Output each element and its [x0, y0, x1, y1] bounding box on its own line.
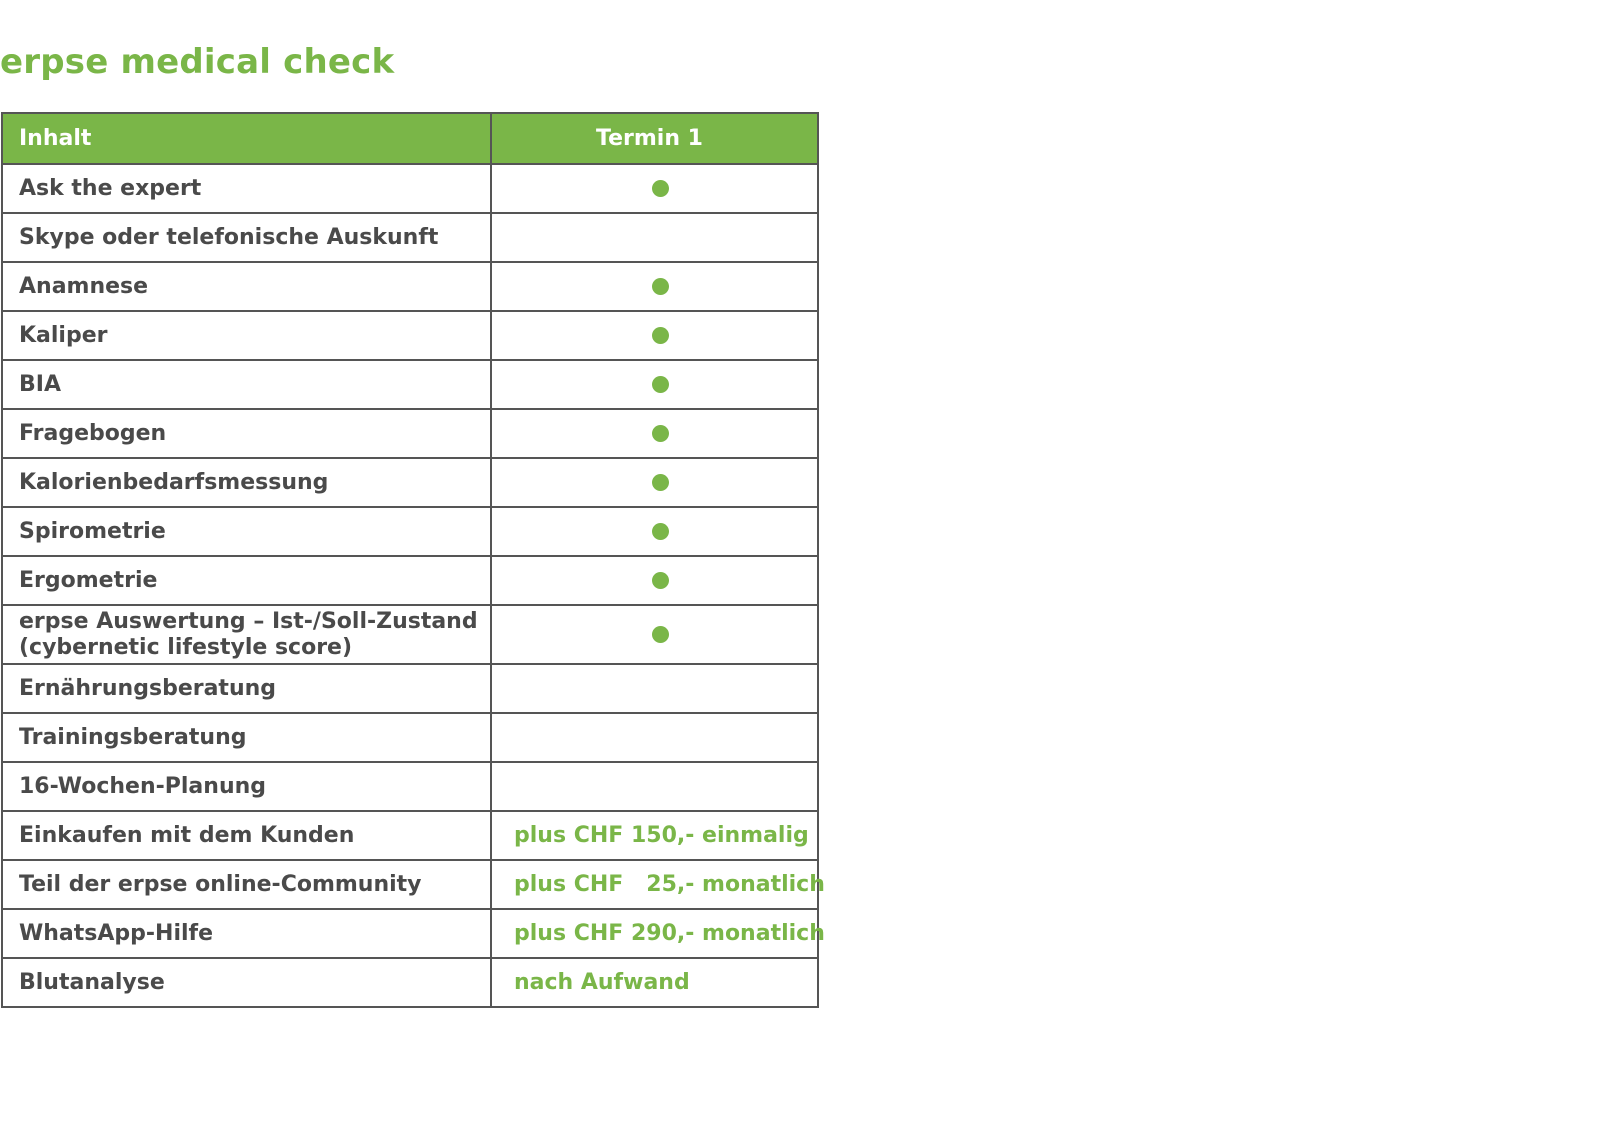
row-label-text: Kalorienbedarfsmessung — [19, 469, 329, 495]
termin-cell — [491, 713, 818, 762]
row-label — [2, 605, 491, 664]
termin-cell — [491, 213, 818, 262]
row-label-text: Spirometrie — [19, 518, 166, 544]
row-label-text: Ask the expert — [19, 175, 202, 201]
row-label-text: erpse Auswertung – Ist-/Soll-Zustand — [19, 608, 478, 634]
included-dot-icon — [652, 523, 669, 540]
row-label — [2, 164, 491, 213]
row-label — [2, 556, 491, 605]
included-dot-icon — [652, 425, 669, 442]
table-row — [2, 409, 818, 458]
termin-cell — [491, 311, 818, 360]
header-inhalt: Inhalt — [2, 113, 491, 164]
termin-cell — [491, 664, 818, 713]
table-row — [2, 360, 818, 409]
included-dot-icon — [652, 376, 669, 393]
medical-check-table — [1, 112, 825, 1008]
included-dot-icon — [652, 180, 669, 197]
table-row — [2, 909, 818, 958]
termin-cell — [491, 360, 818, 409]
row-label — [2, 213, 491, 262]
table-row — [2, 507, 818, 556]
row-label-text-line2: (cybernetic lifestyle score) — [19, 634, 353, 660]
row-label-text: Anamnese — [19, 273, 149, 299]
row-label-text: Ernährungsberatung — [19, 675, 277, 701]
row-label — [2, 507, 491, 556]
row-label — [2, 360, 491, 409]
price-cell: plus CHF 150,- einmalig — [491, 811, 818, 860]
row-label-text: Blutanalyse — [19, 969, 165, 995]
termin-cell — [491, 556, 818, 605]
page-title: erpse medical check — [0, 42, 395, 82]
included-dot-icon — [652, 626, 669, 643]
termin-cell — [491, 605, 818, 664]
row-label-text: BIA — [19, 371, 61, 397]
row-label — [2, 713, 491, 762]
table-row — [2, 262, 818, 311]
row-label-text: Skype oder telefonische Auskunft — [19, 224, 439, 250]
row-label-text: Fragebogen — [19, 420, 167, 446]
row-label — [2, 762, 491, 811]
termin-cell — [491, 762, 818, 811]
table-body — [2, 164, 825, 1007]
row-label-text: WhatsApp-Hilfe — [19, 920, 214, 946]
row-label-text: Kaliper — [19, 322, 108, 348]
row-label — [2, 262, 491, 311]
row-label — [2, 958, 491, 1007]
table-row — [2, 605, 818, 664]
row-label-text: Teil der erpse online-Community — [19, 871, 422, 897]
termin-cell — [491, 164, 818, 213]
termin-cell — [491, 409, 818, 458]
table-row — [2, 311, 818, 360]
header-termin-1: Termin 1 — [491, 113, 818, 164]
included-dot-icon — [652, 474, 669, 491]
termin-cell — [491, 262, 818, 311]
row-label-text: Einkaufen mit dem Kunden — [19, 822, 355, 848]
row-label-text: Trainingsberatung — [19, 724, 247, 750]
row-label — [2, 664, 491, 713]
termin-cell — [491, 458, 818, 507]
table-row — [2, 762, 818, 811]
included-dot-icon — [652, 572, 669, 589]
table-row — [2, 664, 818, 713]
table-row — [2, 556, 818, 605]
table-row — [2, 213, 818, 262]
row-label — [2, 860, 491, 909]
table-header-row — [2, 113, 818, 164]
table-row — [2, 958, 818, 1007]
table-row — [2, 458, 818, 507]
row-label — [2, 458, 491, 507]
termin-cell — [491, 507, 818, 556]
included-dot-icon — [652, 278, 669, 295]
price-cell: plus CHF 25,- monatlich — [491, 860, 818, 909]
included-dot-icon — [652, 327, 669, 344]
row-label-text: 16-Wochen-Planung — [19, 773, 267, 799]
row-label — [2, 311, 491, 360]
price-cell: nach Aufwand — [491, 958, 818, 1007]
row-label — [2, 909, 491, 958]
row-label — [2, 409, 491, 458]
row-label-text: Ergometrie — [19, 567, 158, 593]
row-label — [2, 811, 491, 860]
table-row — [2, 713, 818, 762]
price-cell: plus CHF 290,- monatlich — [491, 909, 818, 958]
table-row — [2, 164, 818, 213]
table-row — [2, 811, 818, 860]
table-row — [2, 860, 818, 909]
